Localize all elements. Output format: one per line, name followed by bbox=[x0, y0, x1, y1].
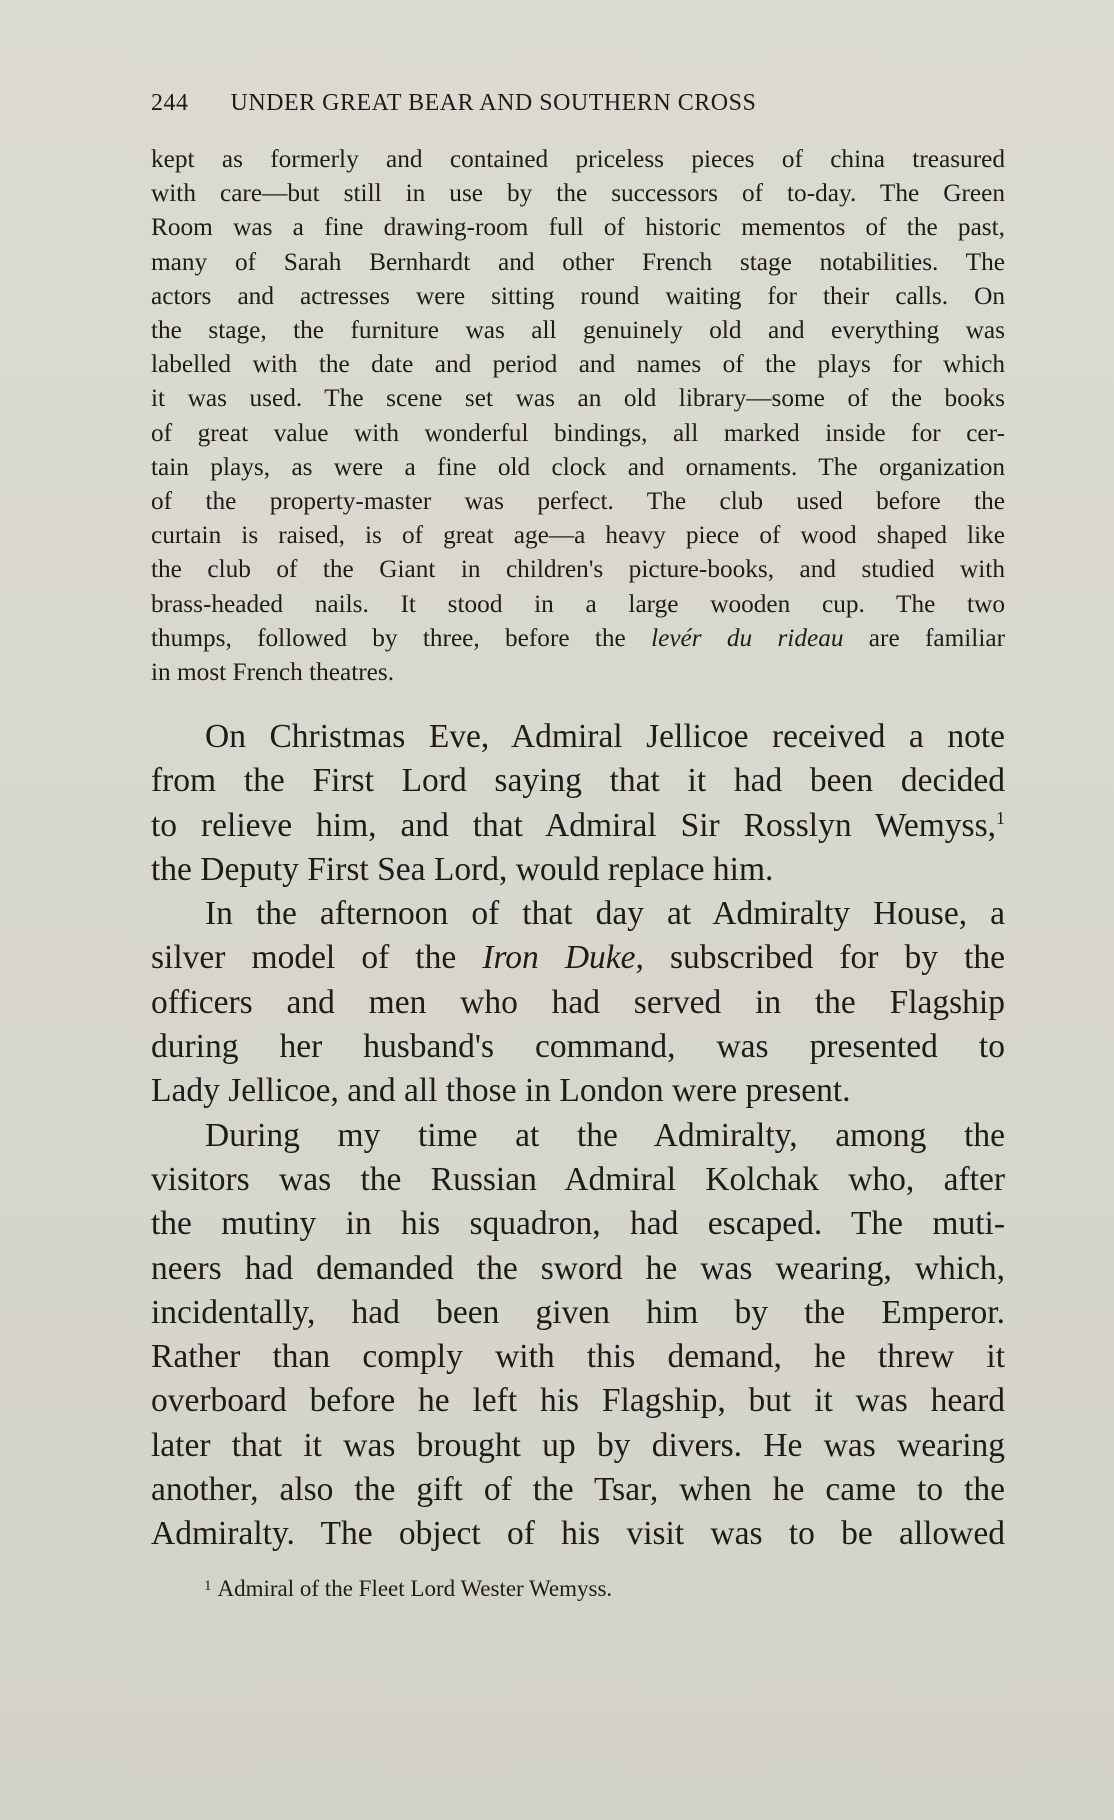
text-line bbox=[151, 804, 1005, 848]
footnote-reference: 1 bbox=[996, 807, 1005, 828]
text-line: of the property-master was perfect. The club used before the bbox=[151, 487, 1005, 516]
footnote bbox=[204, 1571, 964, 1604]
text-line: from the First Lord saying that it had been decided bbox=[151, 762, 1005, 800]
text-line: Admiralty. The object of his visit was to be allowed bbox=[151, 1515, 1005, 1553]
text-line: On Christmas Eve, Admiral Jellicoe received a note bbox=[205, 718, 1005, 755]
text-line bbox=[151, 936, 1005, 980]
text-line: later that it was brought up by divers. He was wearing bbox=[151, 1426, 1005, 1464]
text-line: tain plays, as were a fine old clock and ornaments. The organization bbox=[151, 452, 1005, 481]
text-line: incidentally, had been given him by the Emperor. bbox=[151, 1293, 1005, 1331]
paragraph-theatre bbox=[151, 142, 1005, 689]
text-line: kept as formerly and contained priceless pieces of china treasured bbox=[151, 145, 1005, 173]
italic-phrase: levér du rideau bbox=[651, 623, 844, 652]
text-line: the club of the Giant in children's picture-books, and studied with bbox=[151, 555, 1005, 584]
text-fragment: silver model of the bbox=[151, 939, 457, 977]
text-line: of great value with wonderful bindings, all marked inside for cer- bbox=[151, 418, 1005, 447]
text-fragment: to relieve him, and that Admiral Sir Rosslyn Wemyss, bbox=[151, 806, 996, 844]
text-line: during her husband's command, was presented to bbox=[151, 1028, 1005, 1066]
text-line: In the afternoon of that day at Admiralty House, a bbox=[205, 895, 1005, 933]
text-line: brass-headed nails. It stood in a large wooden cup. The two bbox=[151, 589, 1005, 618]
running-title: UNDER GREAT BEAR AND SOUTHERN CROSS bbox=[230, 90, 757, 116]
text-line: overboard before he left his Flagship, but it was heard bbox=[151, 1382, 1005, 1420]
text-line: curtain is raised, is of great age—a heavy piece of wood shaped like bbox=[151, 521, 1005, 550]
text-fragment: subscribed for by the bbox=[670, 939, 1006, 977]
main-text bbox=[151, 715, 1005, 1557]
text-line: another, also the gift of the Tsar, when he came to the bbox=[151, 1471, 1005, 1509]
text-line bbox=[151, 621, 1005, 655]
text-line: Room was a fine drawing-room full of historic mementos of the past, bbox=[151, 213, 1005, 242]
text-line: neers had demanded the sword he was wearing, which, bbox=[151, 1249, 1005, 1287]
footnote-mark: 1 bbox=[204, 1578, 212, 1594]
text-fragment: are familiar bbox=[868, 623, 1006, 652]
text-line: Rather than comply with this demand, he threw it bbox=[151, 1338, 1005, 1376]
text-line: with care—but still in use by the successors of to-day. The Green bbox=[151, 179, 1005, 208]
text-line: visitors was the Russian Admiral Kolchak who, after bbox=[151, 1160, 1005, 1198]
text-line: Lady Jellicoe, and all those in London were present. bbox=[151, 1072, 851, 1110]
text-line: many of Sarah Bernhardt and other French stage notabilities. The bbox=[151, 247, 1005, 276]
italic-phrase: Iron Duke, bbox=[482, 939, 644, 977]
text-line: During my time at the Admiralty, among the bbox=[205, 1116, 1005, 1154]
text-line: officers and men who had served in the Flagship bbox=[151, 983, 1005, 1021]
text-line: it was used. The scene set was an old library—some of the books bbox=[151, 384, 1005, 413]
text-line: labelled with the date and period and names of the plays for which bbox=[151, 350, 1005, 379]
text-line: the Deputy First Sea Lord, would replace him. bbox=[151, 850, 774, 888]
text-line: actors and actresses were sitting round waiting for their calls. On bbox=[151, 281, 1005, 310]
text-line: the mutiny in his squadron, had escaped. The muti- bbox=[151, 1205, 1005, 1243]
text-line: the stage, the furniture was all genuinely old and everything was bbox=[151, 316, 1005, 345]
page-number: 244 bbox=[151, 90, 189, 116]
running-header bbox=[151, 88, 1051, 118]
text-fragment: thumps, followed by three, before the bbox=[151, 623, 626, 652]
text-line: in most French theatres. bbox=[151, 658, 395, 687]
footnote-text: Admiral of the Fleet Lord Wester Wemyss. bbox=[217, 1576, 613, 1601]
